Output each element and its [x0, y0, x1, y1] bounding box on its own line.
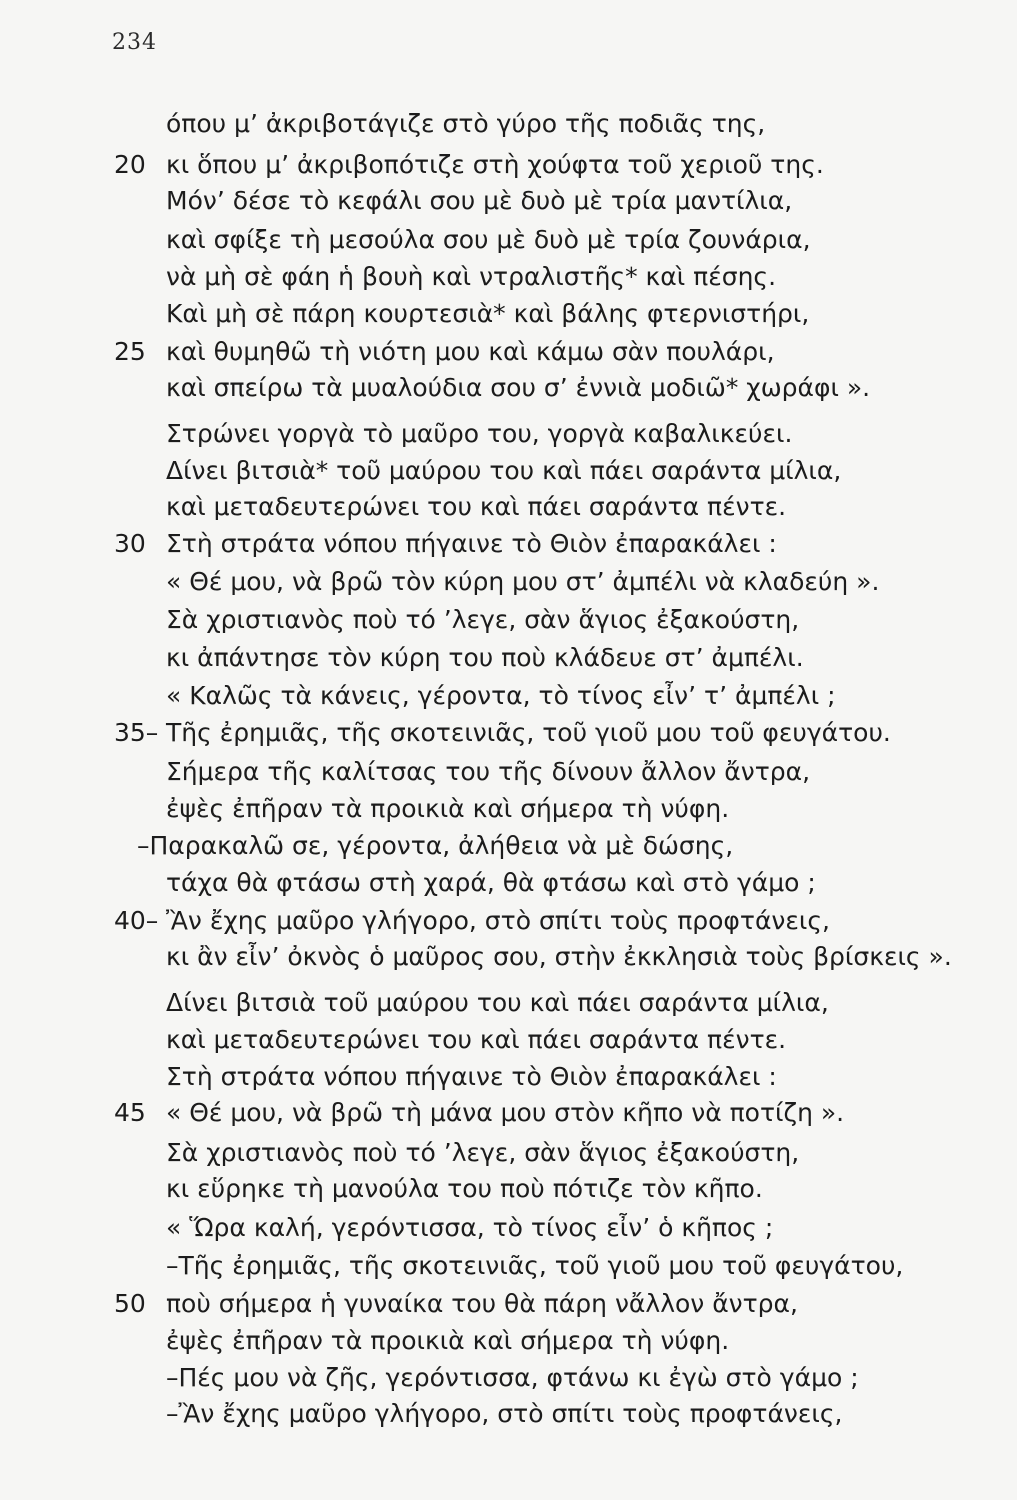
verse-text: ποὺ σήμερα ἡ γυναίκα του θὰ πάρη νἄλλον ἄντρα,	[166, 1289, 798, 1318]
verse-line	[0, 332, 1017, 372]
verse-text: « Θέ μου, νὰ βρῶ τὴ μάνα μου στὸν κῆπο νὰ ποτίζη ».	[166, 1098, 845, 1127]
verse-text: νὰ μὴ σὲ φάη ἡ βουὴ καὶ ντραλιστῆς* καὶ πέσης.	[166, 262, 777, 291]
verse-text: κι ἂν εἶν’ ὀκνὸς ὁ μαῦρος σου, στὴν ἐκκλησιὰ τοὺς βρίσκεις ».	[166, 942, 952, 971]
verse-line	[0, 1394, 1017, 1434]
line-number: 30	[114, 529, 146, 558]
verse-text: Σὰ χριστιανὸς ποὺ τό ’λεγε, σὰν ἅγιος ἐξακούστη,	[166, 605, 800, 634]
verse-text: –Τῆς ἐρημιᾶς, τῆς σκοτεινιᾶς, τοῦ γιοῦ μου τοῦ φευγάτου,	[166, 1251, 904, 1280]
verse-text: ἐψὲς ἐπῆραν τὰ προικιὰ καὶ σήμερα τὴ νύφη.	[166, 1326, 730, 1355]
verse-line	[0, 826, 1017, 866]
verse-text: κι ἀπάντησε τὸν κύρη του ποὺ κλάδευε στ’ ἀμπέλι.	[166, 643, 804, 672]
verse-line	[0, 104, 1017, 144]
verse-line	[0, 1246, 1017, 1286]
verse-line	[0, 1321, 1017, 1361]
verse-line	[0, 562, 1017, 602]
verse-text: Στὴ στράτα νόπου πήγαινε τὸ Θιὸν ἐπαρακάλει :	[166, 1062, 777, 1091]
verse-text: –Ἂν ἔχης μαῦρο γλήγορο, στὸ σπίτι τοὺς προφτάνεις,	[166, 1399, 843, 1428]
verse-text: Στρώνει γοργὰ τὸ μαῦρο του, γοργὰ καβαλικεύει.	[166, 419, 793, 448]
verse-line	[0, 1169, 1017, 1209]
page-number: 234	[112, 30, 157, 55]
verse-text: Καὶ μὴ σὲ πάρη κουρτεσιὰ* καὶ βάλης φτερνιστήρι,	[166, 299, 810, 328]
verse-text: Σήμερα τῆς καλίτσας του τῆς δίνουν ἄλλον ἄντρα,	[166, 757, 811, 786]
line-number: 35–	[114, 718, 159, 747]
verse-text: Δίνει βιτσιὰ τοῦ μαύρου του καὶ πάει σαράντα μίλια,	[166, 988, 829, 1017]
verse-line	[0, 676, 1017, 716]
verse-line	[0, 1133, 1017, 1173]
verse-line	[0, 1057, 1017, 1097]
verse-line	[0, 1358, 1017, 1398]
line-number: 50	[114, 1289, 146, 1318]
verse-line	[0, 524, 1017, 564]
verse-line	[0, 789, 1017, 829]
line-number: 45	[114, 1098, 146, 1127]
verse-text: –Παρακαλῶ σε, γέροντα, ἀλήθεια νὰ μὲ δώσης,	[137, 831, 734, 860]
verse-text: τάχα θὰ φτάσω στὴ χαρά, θὰ φτάσω καὶ στὸ γάμο ;	[166, 868, 816, 897]
verse-line	[0, 294, 1017, 334]
verse-line	[0, 983, 1017, 1023]
verse-line	[0, 145, 1017, 185]
verse-line	[0, 487, 1017, 527]
verse-line	[0, 1020, 1017, 1060]
verse-line	[0, 863, 1017, 903]
verse-text: κι ὅπου μ’ ἀκριβοπότιζε στὴ χούφτα τοῦ χεριοῦ της.	[166, 150, 824, 179]
verse-line	[0, 713, 1017, 753]
verse-text: « Θέ μου, νὰ βρῶ τὸν κύρη μου στ’ ἀμπέλι νὰ κλαδεύη ».	[166, 567, 880, 596]
verse-text: Ἂν ἔχης μαῦρο γλήγορο, στὸ σπίτι τοὺς προφτάνεις,	[166, 906, 830, 935]
line-number: 40–	[114, 906, 159, 935]
verse-line	[0, 257, 1017, 297]
verse-text: καὶ σπείρω τὰ μυαλούδια σου σ’ ἐννιὰ μοδιῶ* χωράφι ».	[166, 373, 871, 402]
verse-text: « Καλῶς τὰ κάνεις, γέροντα, τὸ τίνος εἶν’ τ’ ἀμπέλι ;	[166, 681, 836, 710]
verse-text: Στὴ στράτα νόπου πήγαινε τὸ Θιὸν ἐπαρακάλει :	[166, 529, 777, 558]
verse-text: όπου μ’ ἀκριβοτάγιζε στὸ γύρο τῆς ποδιᾶς της,	[166, 109, 766, 138]
verse-text: Δίνει βιτσιὰ* τοῦ μαύρου του καὶ πάει σαράντα μίλια,	[166, 456, 842, 485]
verse-text: καὶ θυμηθῶ τὴ νιότη μου καὶ κάμω σὰν πουλάρι,	[166, 337, 775, 366]
verse-line	[0, 368, 1017, 408]
verse-text: καὶ μεταδευτερώνει του καὶ πάει σαράντα πέντε.	[166, 492, 787, 521]
verse-line	[0, 1284, 1017, 1324]
verse-text: ἐψὲς ἐπῆραν τὰ προικιὰ καὶ σήμερα τὴ νύφη.	[166, 794, 730, 823]
verse-text: καὶ μεταδευτερώνει του καὶ πάει σαράντα πέντε.	[166, 1025, 787, 1054]
verse-line	[0, 1093, 1017, 1133]
verse-text: Τῆς ἐρημιᾶς, τῆς σκοτεινιᾶς, τοῦ γιοῦ μου τοῦ φευγάτου.	[166, 718, 891, 747]
verse-line	[0, 752, 1017, 792]
verse-line	[0, 220, 1017, 260]
verse-text: κι εὕρηκε τὴ μανούλα του ποὺ πότιζε τὸν κῆπο.	[166, 1174, 763, 1203]
verse-line	[0, 451, 1017, 491]
verse-text: Μόν’ δέσε τὸ κεφάλι σου μὲ δυὸ μὲ τρία μαντίλια,	[166, 186, 793, 215]
verse-line	[0, 1208, 1017, 1248]
verse-line	[0, 600, 1017, 640]
line-number: 25	[114, 337, 146, 366]
verse-line	[0, 937, 1017, 977]
verse-line	[0, 414, 1017, 454]
verse-text: –Πές μου νὰ ζῆς, γερόντισσα, φτάνω κι ἐγὼ στὸ γάμο ;	[166, 1363, 859, 1392]
verse-text: « Ὥρα καλή, γερόντισσα, τὸ τίνος εἶν’ ὁ κῆπος ;	[166, 1213, 774, 1242]
verse-text: καὶ σφίξε τὴ μεσούλα σου μὲ δυὸ μὲ τρία ζουνάρια,	[166, 225, 811, 254]
line-number: 20	[114, 150, 146, 179]
verse-line	[0, 638, 1017, 678]
verse-line	[0, 181, 1017, 221]
verse-text: Σὰ χριστιανὸς ποὺ τό ’λεγε, σὰν ἅγιος ἐξακούστη,	[166, 1138, 800, 1167]
verse-line	[0, 901, 1017, 941]
